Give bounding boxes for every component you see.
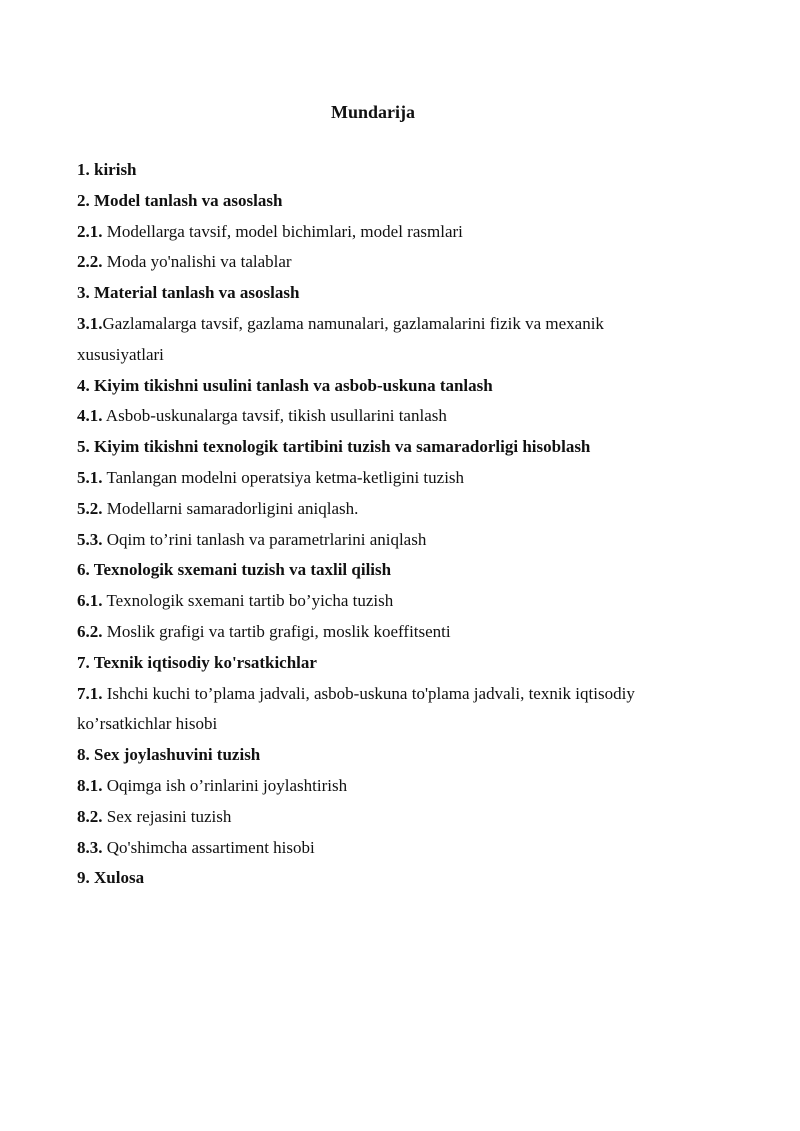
toc-entry-2-2	[77, 247, 677, 278]
toc-text: Gazlamalarga tavsif, gazlama namunalari, gazlamalarini fizik va mexanik xususiyatlari	[77, 313, 604, 364]
toc-entry-1	[77, 155, 677, 186]
toc-number: 6.2.	[77, 621, 103, 641]
toc-entry-8-3	[77, 833, 677, 864]
toc-entry-2	[77, 186, 677, 217]
toc-number: 1.	[77, 160, 90, 179]
toc-text: Kiyim tikishni usulini tanlash va asbob-uskuna tanlash	[89, 375, 493, 395]
toc-text: Model tanlash va asoslash	[89, 190, 283, 210]
toc-entry-5-3	[77, 525, 677, 556]
toc-text: Sex joylashuvini tuzish	[89, 745, 261, 765]
toc-entry-9	[77, 863, 677, 894]
toc-entry-2-1	[77, 217, 677, 248]
toc-text: kirish	[89, 160, 137, 179]
table-of-contents	[77, 155, 677, 894]
toc-text: Asbob-uskunalarga tavsif, tikish usullarini tanlash	[102, 406, 447, 426]
toc-text: Ishchi kuchi to’plama jadvali, asbob-uskuna to'plama jadvali, texnik iqtisodiy ko’rsatkichlar hisobi	[77, 683, 635, 734]
toc-text: Moda yo'nalishi va talablar	[102, 252, 292, 272]
toc-text: Oqimga ish o’rinlarini joylashtirish	[102, 775, 348, 795]
toc-number: 2.2.	[77, 252, 103, 272]
toc-text: Tanlangan modelni operatsiya ketma-ketligini tuzish	[102, 467, 465, 487]
toc-text: Modellarga tavsif, model bichimlari, model rasmlari	[102, 221, 463, 241]
toc-number: 6.	[77, 560, 90, 580]
toc-entry-5-2	[77, 494, 677, 525]
toc-entry-6	[77, 555, 677, 586]
toc-number: 3.	[77, 283, 90, 303]
toc-text: Texnik iqtisodiy ko'rsatkichlar	[89, 652, 317, 672]
toc-number: 8.3.	[77, 837, 103, 857]
toc-number: 4.1.	[77, 406, 103, 426]
toc-number: 7.1.	[77, 683, 103, 703]
toc-number: 5.1.	[77, 467, 103, 487]
toc-text: Texnologik sxemani tuzish va taxlil qilish	[89, 560, 392, 580]
toc-entry-7	[77, 648, 677, 679]
toc-number: 9.	[77, 868, 90, 888]
toc-entry-7-1	[77, 679, 677, 741]
toc-text: Xulosa	[89, 868, 145, 888]
toc-entry-4-1	[77, 401, 677, 432]
toc-entry-3-1	[77, 309, 677, 371]
toc-entry-8-2	[77, 802, 677, 833]
toc-entry-5	[77, 432, 677, 463]
toc-entry-4	[77, 371, 677, 402]
toc-entry-5-1	[77, 463, 677, 494]
toc-text: Qo'shimcha assartiment hisobi	[102, 837, 315, 857]
toc-entry-6-1	[77, 586, 677, 617]
toc-text: Modellarni samaradorligini aniqlash.	[102, 498, 359, 518]
toc-number: 5.2.	[77, 498, 103, 518]
toc-number: 5.	[77, 437, 90, 457]
toc-number: 3.1.	[77, 313, 103, 333]
toc-text: Oqim to’rini tanlash va parametrlarini aniqlash	[102, 529, 427, 549]
toc-text: Moslik grafigi va tartib grafigi, moslik koeffitsenti	[102, 621, 451, 641]
toc-number: 8.1.	[77, 775, 103, 795]
toc-number: 4.	[77, 375, 90, 395]
toc-number: 8.	[77, 745, 90, 765]
toc-text: Kiyim tikishni texnologik tartibini tuzish va samaradorligi hisoblash	[89, 437, 591, 457]
toc-text: Material tanlash va asoslash	[89, 283, 300, 303]
page-title: Mundarija	[330, 102, 415, 122]
toc-number: 8.2.	[77, 806, 103, 826]
toc-entry-8	[77, 740, 677, 771]
toc-number: 6.1.	[77, 591, 103, 611]
toc-number: 5.3.	[77, 529, 103, 549]
toc-number: 7.	[77, 652, 90, 672]
toc-entry-6-2	[77, 617, 677, 648]
toc-text: Sex rejasini tuzish	[102, 806, 232, 826]
toc-entry-8-1	[77, 771, 677, 802]
toc-text: Texnologik sxemani tartib bo’yicha tuzish	[102, 591, 394, 611]
toc-number: 2.	[77, 190, 90, 210]
toc-number: 2.1.	[77, 221, 103, 241]
toc-entry-3	[77, 278, 677, 309]
